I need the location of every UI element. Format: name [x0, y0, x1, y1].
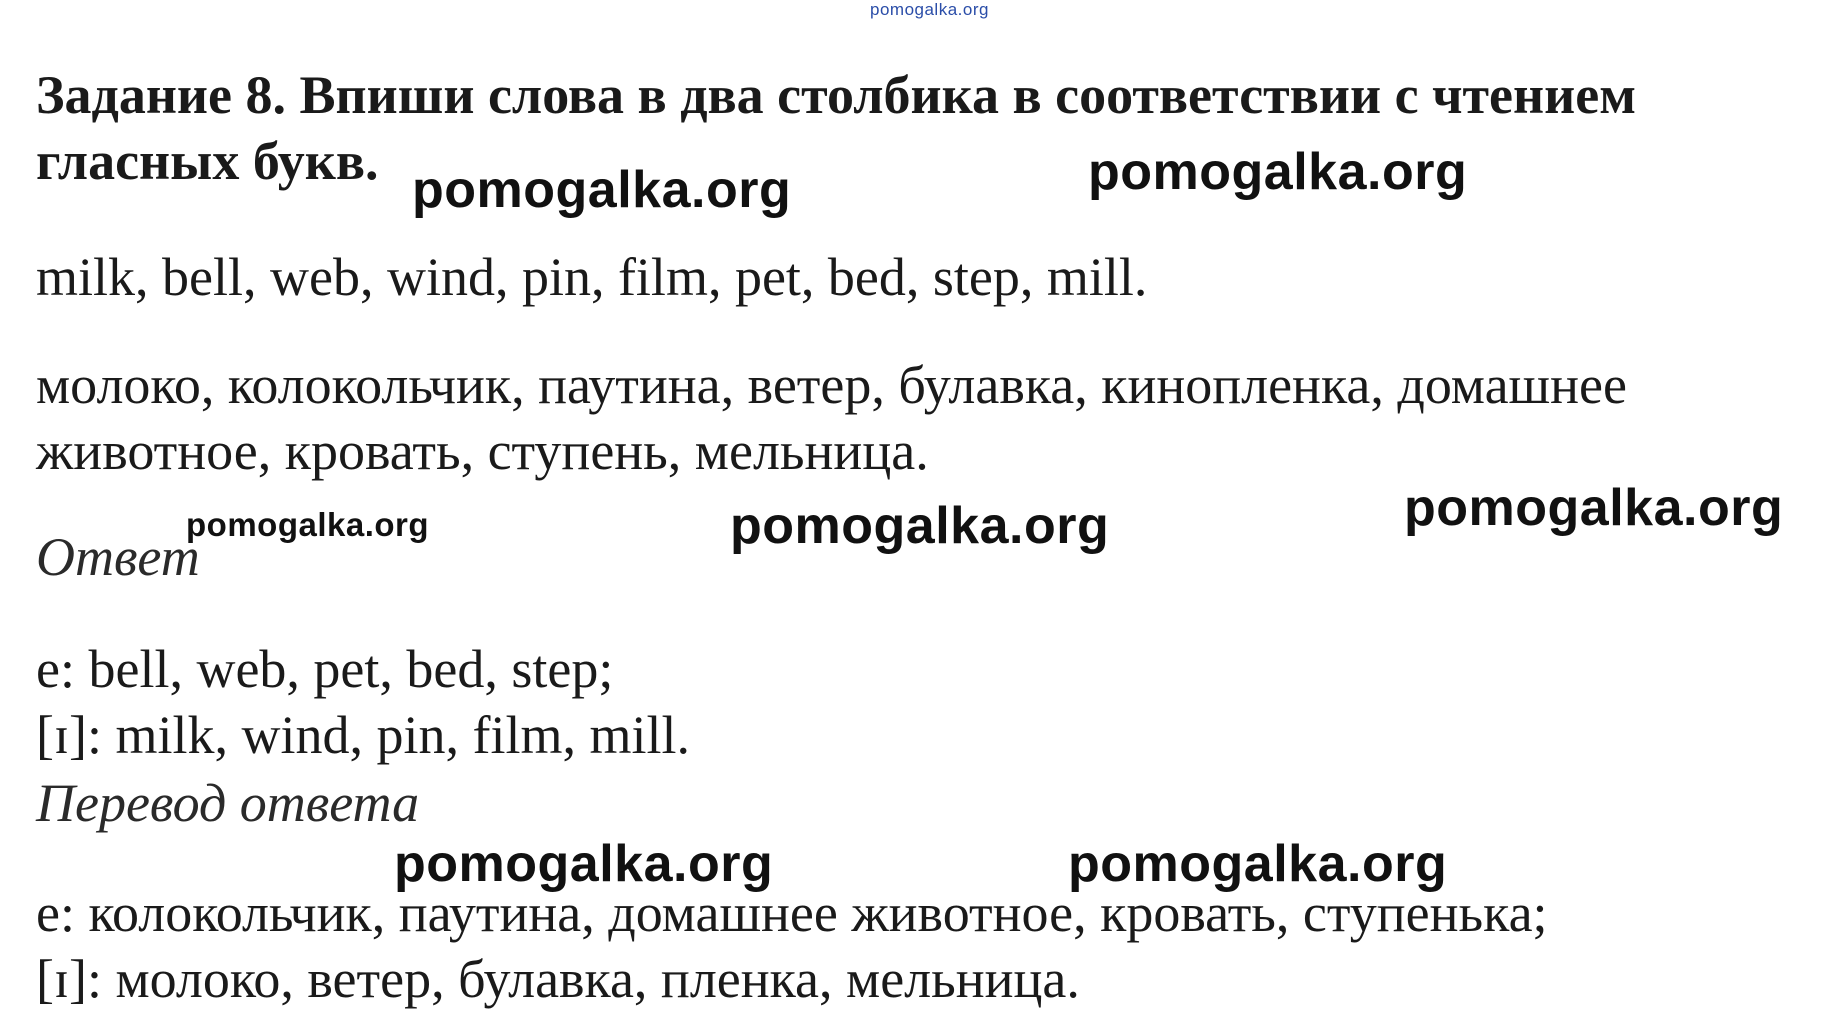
watermark: pomogalka.org: [1404, 479, 1784, 537]
watermark: pomogalka.org: [412, 161, 792, 219]
translation-heading: Перевод ответа: [36, 773, 420, 833]
watermark: pomogalka.org: [730, 497, 1110, 555]
translation-line-e: e: колокольчик, паутина, домашнее животное, кровать, ступенька;: [36, 883, 1548, 943]
answer-line-e: e: bell, web, pet, bed, step;: [36, 639, 614, 699]
russian-word-list-line-1: молоко, колокольчик, паутина, ветер, булавка, кинопленка, домашнее: [36, 355, 1627, 415]
english-word-list: milk, bell, web, wind, pin, film, pet, bed, step, mill.: [36, 247, 1148, 307]
translation-line-i: [ɪ]: молоко, ветер, булавка, пленка, мельница.: [36, 949, 1080, 1009]
answer-line-i: [ɪ]: milk, wind, pin, film, mill.: [36, 705, 690, 765]
watermark: pomogalka.org: [394, 835, 774, 893]
watermark: pomogalka.org: [186, 506, 430, 543]
answer-heading: Ответ: [36, 527, 200, 587]
watermark: pomogalka.org: [1068, 835, 1448, 893]
task-title: Задание 8. Впиши слова в два столбика в соответствии с чтением гласных букв.: [36, 65, 1636, 191]
russian-word-list-line-2: животное, кровать, ступень, мельница.: [36, 421, 929, 481]
watermark: pomogalka.org: [1088, 143, 1468, 201]
header-watermark: pomogalka.org: [870, 0, 989, 19]
